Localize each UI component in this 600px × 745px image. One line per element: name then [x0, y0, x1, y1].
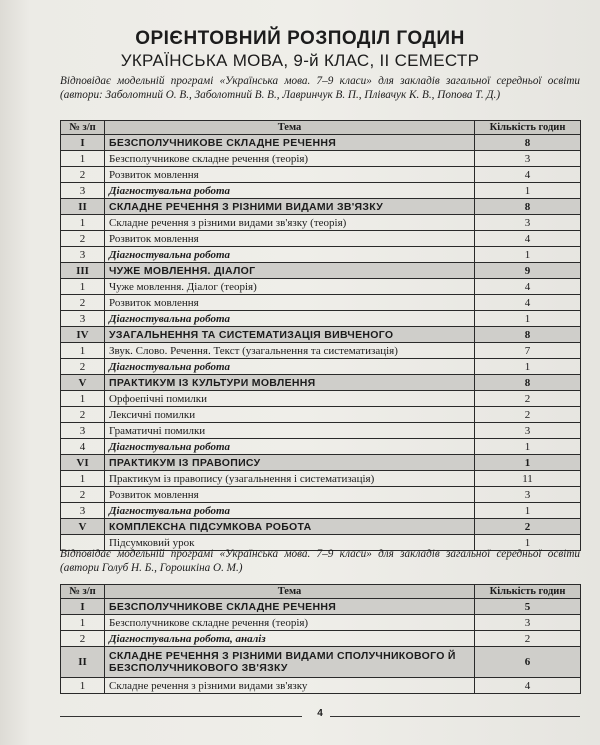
hours-cell: 1	[475, 455, 581, 471]
table-row	[61, 151, 581, 167]
table-row	[61, 423, 581, 439]
table-row	[61, 231, 581, 247]
hours-cell: 11	[475, 471, 581, 487]
header-hours: Кількість годин	[475, 121, 581, 135]
table-row	[61, 247, 581, 263]
hours-cell: 1	[475, 503, 581, 519]
table-1-body	[61, 135, 581, 551]
row-number-cell: V	[61, 375, 105, 391]
hours-cell: 3	[475, 151, 581, 167]
row-number-cell: 3	[61, 423, 105, 439]
topic-cell: Звук. Слово. Речення. Текст (узагальнення та систематизація)	[105, 343, 475, 359]
section-row	[61, 647, 581, 678]
topic-cell: Діагностувальна робота	[105, 311, 475, 327]
hours-cell: 8	[475, 135, 581, 151]
table-row	[61, 487, 581, 503]
table-header-row	[61, 585, 581, 599]
hours-cell: 4	[475, 678, 581, 694]
row-number-cell: I	[61, 135, 105, 151]
table-row	[61, 343, 581, 359]
row-number-cell: 1	[61, 151, 105, 167]
topic-cell: ПРАКТИКУМ ІЗ ПРАВОПИСУ	[105, 455, 475, 471]
hours-cell: 1	[475, 311, 581, 327]
row-number-cell: 3	[61, 247, 105, 263]
hours-cell: 4	[475, 295, 581, 311]
topic-cell: БЕЗСПОЛУЧНИКОВЕ СКЛАДНЕ РЕЧЕННЯ	[105, 599, 475, 615]
row-number-cell: 1	[61, 215, 105, 231]
hours-table-2	[60, 584, 581, 694]
row-number-cell: 2	[61, 631, 105, 647]
row-number-cell: 2	[61, 231, 105, 247]
page-title: ОРІЄНТОВНИЙ РОЗПОДІЛ ГОДИН	[135, 28, 465, 49]
hours-cell: 2	[475, 519, 581, 535]
topic-cell: Орфоепічні помилки	[105, 391, 475, 407]
table-row	[61, 503, 581, 519]
row-number-cell: 4	[61, 439, 105, 455]
header-topic: Тема	[105, 585, 475, 599]
row-number-cell: 3	[61, 503, 105, 519]
hours-cell: 8	[475, 199, 581, 215]
table-row	[61, 359, 581, 375]
row-number-cell: 2	[61, 295, 105, 311]
table-row	[61, 215, 581, 231]
topic-cell: Чуже мовлення. Діалог (теорія)	[105, 279, 475, 295]
hours-cell: 2	[475, 391, 581, 407]
row-number-cell: 2	[61, 167, 105, 183]
section-row	[61, 375, 581, 391]
footer-rule-right	[330, 716, 580, 717]
hours-cell: 3	[475, 423, 581, 439]
row-number-cell: VI	[61, 455, 105, 471]
program-note-2: Відповідає модельній програмі «Українська мова. 7–9 класи» для закладів загальної середньої освіти (автори Голуб Н. Б., Горошкіна О. М.)	[60, 548, 580, 574]
topic-cell: Граматичні помилки	[105, 423, 475, 439]
hours-cell: 3	[475, 487, 581, 503]
section-row	[61, 199, 581, 215]
topic-cell: Діагностувальна робота	[105, 183, 475, 199]
hours-cell: 1	[475, 535, 581, 551]
table-row	[61, 471, 581, 487]
hours-cell: 4	[475, 167, 581, 183]
row-number-cell: 3	[61, 183, 105, 199]
row-number-cell: 1	[61, 391, 105, 407]
hours-cell: 2	[475, 407, 581, 423]
page-number: 4	[317, 708, 323, 719]
row-number-cell: II	[61, 199, 105, 215]
topic-cell: КОМПЛЕКСНА ПІДСУМКОВА РОБОТА	[105, 519, 475, 535]
hours-cell: 2	[475, 631, 581, 647]
row-number-cell: II	[61, 647, 105, 678]
row-number-cell: 1	[61, 615, 105, 631]
topic-cell: Діагностувальна робота	[105, 439, 475, 455]
hours-cell: 1	[475, 359, 581, 375]
topic-cell: БЕЗСПОЛУЧНИКОВЕ СКЛАДНЕ РЕЧЕННЯ	[105, 135, 475, 151]
row-number-cell: 1	[61, 279, 105, 295]
page-subtitle: УКРАЇНСЬКА МОВА, 9-й КЛАС, ІІ СЕМЕСТР	[120, 51, 480, 70]
table-row	[61, 279, 581, 295]
program-note-1: Відповідає модельній програмі «Українська мова. 7–9 класи» для закладів загальної середньої освіти (автори: Заболотний О. В., Заболотний В. В., Лавринчук В. П., Плівачук К. В., Попова Т. Д.)	[60, 75, 580, 101]
header-hours: Кількість годин	[475, 585, 581, 599]
topic-cell: УЗАГАЛЬНЕННЯ ТА СИСТЕМАТИЗАЦІЯ ВИВЧЕНОГО	[105, 327, 475, 343]
section-row	[61, 519, 581, 535]
hours-cell: 6	[475, 647, 581, 678]
topic-cell: Діагностувальна робота	[105, 503, 475, 519]
topic-cell: ЧУЖЕ МОВЛЕННЯ. ДІАЛОГ	[105, 263, 475, 279]
hours-cell: 7	[475, 343, 581, 359]
hours-cell: 1	[475, 247, 581, 263]
table-2-body	[61, 599, 581, 694]
row-number-cell: 1	[61, 678, 105, 694]
topic-cell: Безсполучникове складне речення (теорія)	[105, 615, 475, 631]
topic-cell: Лексичні помилки	[105, 407, 475, 423]
section-row	[61, 455, 581, 471]
hours-cell: 4	[475, 279, 581, 295]
table-row	[61, 391, 581, 407]
row-number-cell: 3	[61, 311, 105, 327]
topic-cell: Підсумковий урок	[105, 535, 475, 551]
topic-cell: Діагностувальна робота, аналіз	[105, 631, 475, 647]
topic-cell: Складне речення з різними видами зв'язку (теорія)	[105, 215, 475, 231]
topic-cell: Діагностувальна робота	[105, 247, 475, 263]
row-number-cell: IV	[61, 327, 105, 343]
header-topic: Тема	[105, 121, 475, 135]
topic-cell: Розвиток мовлення	[105, 231, 475, 247]
topic-cell: СКЛАДНЕ РЕЧЕННЯ З РІЗНИМИ ВИДАМИ СПОЛУЧНИКОВОГО Й БЕЗСПОЛУЧНИКОВОГО ЗВ'ЯЗКУ	[105, 647, 475, 678]
hours-cell: 8	[475, 375, 581, 391]
table-row	[61, 407, 581, 423]
table-header-row	[61, 121, 581, 135]
topic-cell: Розвиток мовлення	[105, 487, 475, 503]
topic-cell: Безсполучникове складне речення (теорія)	[105, 151, 475, 167]
row-number-cell: 2	[61, 359, 105, 375]
hours-cell: 8	[475, 327, 581, 343]
section-row	[61, 599, 581, 615]
row-number-cell: 1	[61, 471, 105, 487]
row-number-cell: III	[61, 263, 105, 279]
hours-cell: 4	[475, 231, 581, 247]
table-row	[61, 678, 581, 694]
table-row	[61, 183, 581, 199]
section-row	[61, 263, 581, 279]
table-row	[61, 311, 581, 327]
row-number-cell: I	[61, 599, 105, 615]
topic-cell: СКЛАДНЕ РЕЧЕННЯ З РІЗНИМИ ВИДАМИ ЗВ'ЯЗКУ	[105, 199, 475, 215]
hours-cell: 5	[475, 599, 581, 615]
hours-table-1	[60, 120, 581, 551]
topic-cell: Складне речення з різними видами зв'язку	[105, 678, 475, 694]
footer-rule-left	[60, 716, 302, 717]
hours-cell: 1	[475, 439, 581, 455]
table-row	[61, 631, 581, 647]
row-number-cell: V	[61, 519, 105, 535]
hours-cell: 1	[475, 183, 581, 199]
topic-cell: Розвиток мовлення	[105, 295, 475, 311]
hours-cell: 9	[475, 263, 581, 279]
header-num: № з/п	[61, 585, 105, 599]
section-row	[61, 135, 581, 151]
topic-cell: Діагностувальна робота	[105, 359, 475, 375]
row-number-cell: 2	[61, 407, 105, 423]
header-num: № з/п	[61, 121, 105, 135]
hours-cell: 3	[475, 215, 581, 231]
row-number-cell: 1	[61, 343, 105, 359]
topic-cell: Практикум із правопису (узагальнення і систематизація)	[105, 471, 475, 487]
topic-cell: ПРАКТИКУМ ІЗ КУЛЬТУРИ МОВЛЕННЯ	[105, 375, 475, 391]
section-row	[61, 327, 581, 343]
topic-cell: Розвиток мовлення	[105, 167, 475, 183]
hours-cell: 3	[475, 615, 581, 631]
row-number-cell: 2	[61, 487, 105, 503]
table-row	[61, 295, 581, 311]
table-row	[61, 167, 581, 183]
table-row	[61, 615, 581, 631]
table-row	[61, 439, 581, 455]
